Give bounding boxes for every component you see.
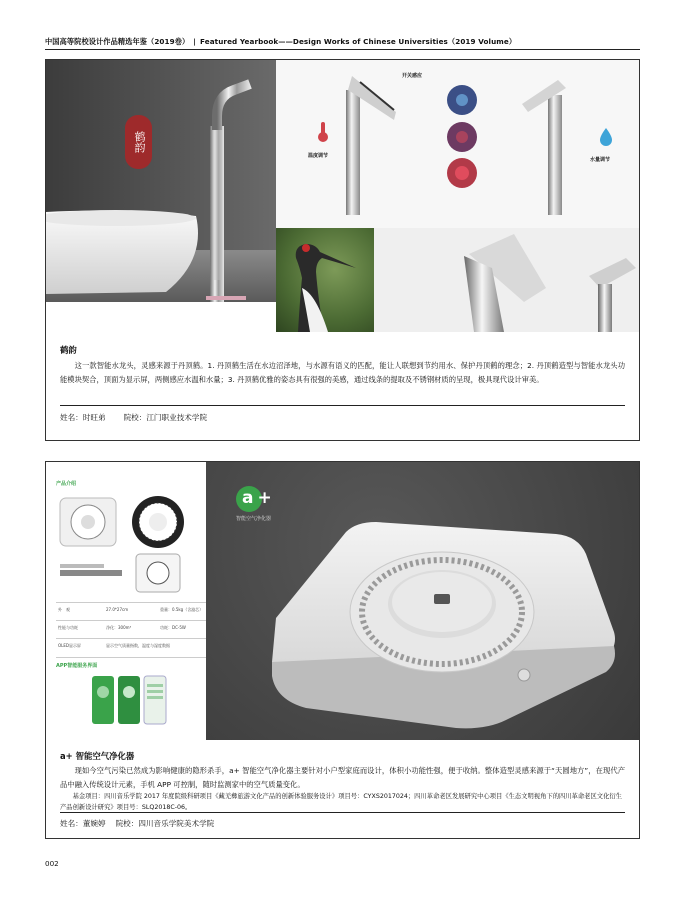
work2-description: 现如今空气污染已然成为影响健康的隐形杀手，a+ 智能空气净化器主要针对小户型家庭而设计，体积小功能性强，便于收纳。整体造型灵感来源于“天圆地方”，在现代产品中融入传统设计元素，手机 APP 可控制，随时监测家中的空气质量变化。	[60, 766, 625, 789]
work1-school: 院校：江门职业技术学院	[123, 413, 208, 422]
logo-text: a+	[242, 488, 276, 508]
crane-graphic	[276, 228, 374, 332]
header-separator: |	[193, 37, 197, 46]
faucet-scene-graphic	[46, 60, 276, 302]
work-card-purifier	[45, 461, 640, 839]
work2-text	[60, 750, 625, 813]
work1-rule	[60, 405, 625, 406]
spec-row	[56, 638, 207, 658]
faucet-main-photo	[46, 60, 276, 302]
work2-meta	[60, 818, 214, 829]
faucet-function-panel	[276, 60, 639, 228]
spec-value: 27.0*27cm	[106, 607, 129, 612]
seal-stamp: 鹤韵	[125, 115, 152, 169]
header-title-en: Featured Yearbook——Design Works of Chinese Universities（2019 Volume）	[200, 37, 517, 46]
faucet-detail-photo	[374, 228, 639, 332]
app-heading: APP智能服务界面	[56, 663, 98, 669]
work2-fund: 基金项目：四川音乐学院 2017 年度院级科研项目《藏羌彝旅游文化产品的创新体验服务设计》项目号：CYXS2017024；四川革命老区发展研究中心项目《生态文明视角下的四川革命老区文化衍生产品创新设计研究》项目号：SLQ2018C-06。	[60, 793, 622, 811]
faucet-detail-graphic	[374, 228, 639, 332]
work2-author: 姓名：董婉婷	[60, 819, 106, 828]
label-open-close: 开关感应	[402, 73, 423, 79]
purifier-views-graphic	[46, 492, 206, 602]
brand-logo	[236, 486, 296, 526]
spec-key: OLED显示屏	[58, 643, 81, 648]
spec-row	[56, 602, 207, 621]
work2-school: 院校：四川音乐学院美术学院	[115, 819, 215, 828]
crane-photo	[276, 228, 374, 332]
page-number: 002	[45, 859, 59, 868]
work1-meta	[60, 412, 207, 423]
work1-description: 这一款智能水龙头，灵感来源于丹顶鹤。1. 丹顶鹤生活在水边沼泽地，与水源有语义的匹配，能让人联想到节约用水、保护丹顶鹤的理念；2. 丹顶鹤造型与智能水龙头功能模块契合，顶面为显示屏，两侧感应水温和水量；3. 丹顶鹤优雅的姿态具有很强的美感，通过线条的提取及不锈钢材质的呈现，极具现代设计审美。	[60, 361, 625, 384]
work-card-faucet	[45, 59, 640, 441]
work2-title: a+ 智能空气净化器	[60, 751, 135, 761]
purifier-render-panel	[206, 462, 639, 740]
spec-key: 外 观	[58, 607, 70, 612]
label-temperature: 温度调节	[308, 153, 329, 159]
header-title-cn: 中国高等院校设计作品精选年鉴（2019卷）	[45, 37, 190, 46]
faucet-function-graphic	[276, 60, 639, 228]
header-rule	[45, 49, 640, 50]
app-screens-graphic	[46, 674, 206, 734]
purifier-intro-panel	[46, 462, 207, 740]
work1-text	[60, 344, 625, 386]
work1-author: 姓名：时旺弟	[60, 413, 106, 422]
spec-value: 显示空气质量指数，温度与湿度数据	[106, 643, 170, 648]
spec-key: 性能与功耗	[58, 625, 78, 630]
spec-value-2: 功耗：DC-5W	[160, 625, 186, 630]
work1-title: 鹤韵	[60, 345, 77, 355]
work2-rule	[60, 812, 625, 813]
spec-value: 净化：300m³	[106, 625, 132, 630]
running-header	[45, 37, 640, 49]
intro-heading: 产品介绍	[56, 481, 77, 487]
logo-caption: 智能空气净化器	[236, 516, 272, 522]
spec-row	[56, 620, 207, 639]
spec-value-2: 重量：0.5kg（含滤芯）	[160, 607, 204, 612]
label-flow: 水量调节	[590, 157, 611, 163]
